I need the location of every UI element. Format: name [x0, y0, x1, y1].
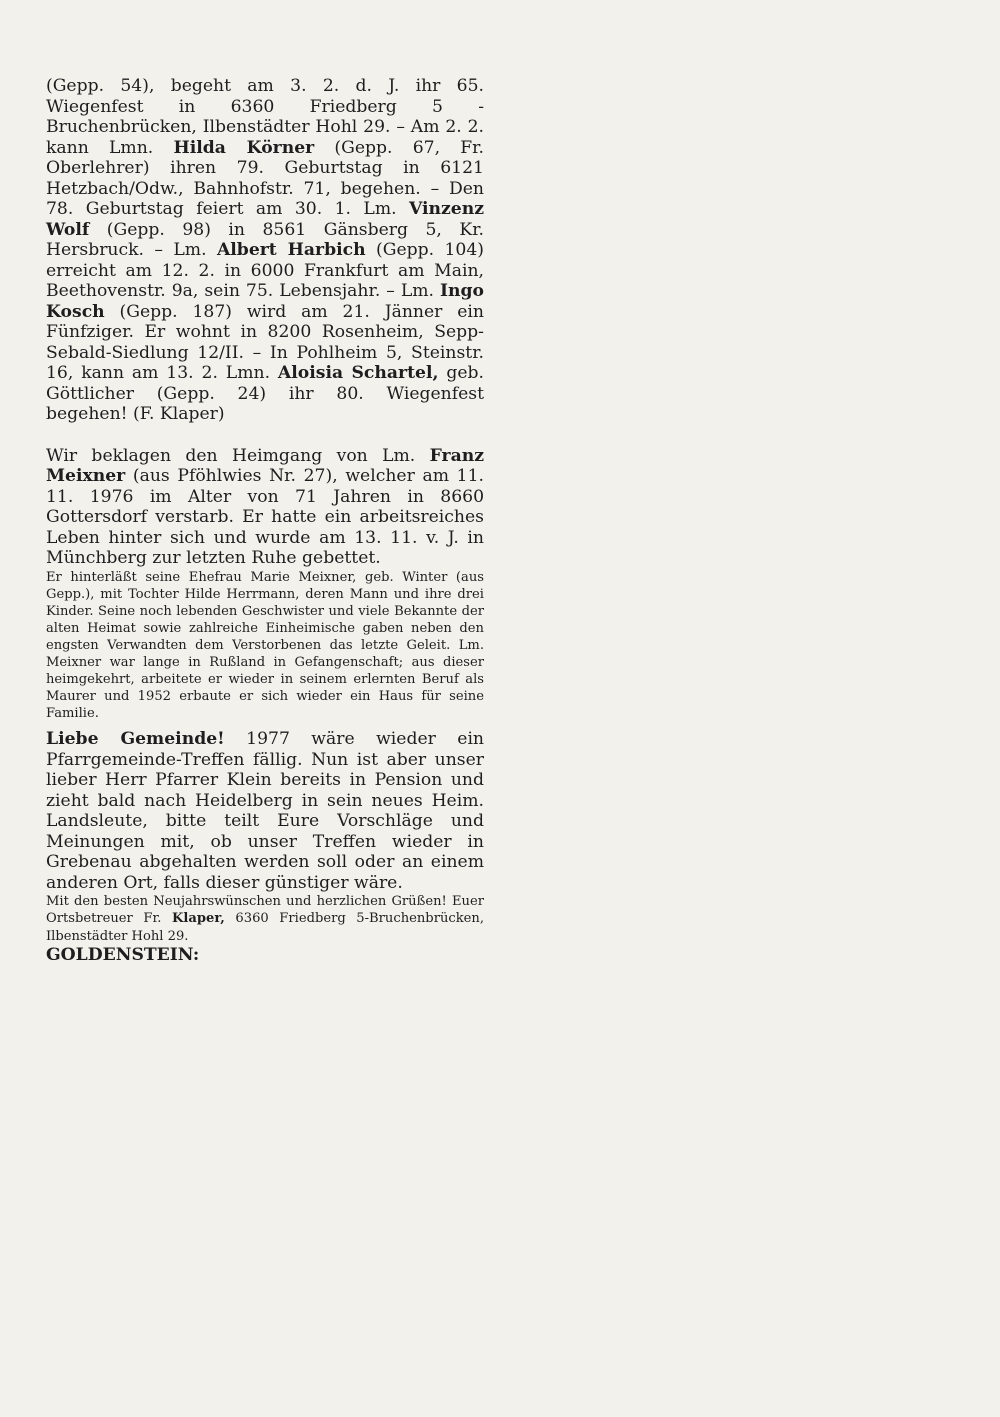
paragraph: Wir beklagen den Heimgang von Lm. Franz Meixner (aus Pföhlwies Nr. 27), welcher am 11. 11. 1976 im Alter von 71 Jahren in 8660 Gottersdorf verstarb. Er hatte ein arbeitsreiches Leben hinter sich und wurde am 13. 11. v. J. in Münchberg zur letzten Ruhe gebettet.: [46, 445, 484, 568]
paragraph: Liebe Gemeinde! 1977 wäre wieder ein Pfarrgemeinde-Treffen fällig. Nun ist aber unser lieber Herr Pfarrer Klein bereits in Pension und zieht bald nach Heidelberg in sein neues Heim. Landsleute, bitte teilt Eure Vorschläge und Meinungen mit, ob unser Treffen wieder in Grebenau abgehalten werden soll oder an einem anderen Ort, falls dieser günstiger wäre.: [46, 729, 485, 893]
left-column: [46, 76, 484, 965]
small-print-paragraph: Er hinterläßt seine Ehefrau Marie Meixner, geb. Winter (aus Gepp.), mit Tochter Hilde Herrmann, deren Mann und ihre drei Kinder. Seine noch lebenden Geschwister und viele Bekannte der alten Heimat sowie zahlreiche Einheimische gaben neben den engsten Verwandten dem Verstorbenen das letzte Geleit. Lm. Meixner war lange in Rußland in Gefangenschaft; aus dieser heimgekehrt, arbeitete er wieder in seinem erlernten Beruf als Maurer und 1952 erbaute er sich wieder ein Haus für seine Familie.: [46, 569, 484, 722]
paragraph: (Gepp. 54), begeht am 3. 2. d. J. ihr 65. Wiegenfest in 6360 Friedberg 5 - Bruchenbrücken, Ilbenstädter Hohl 29. – Am 2. 2. kann Lmn. Hilda Körner (Gepp. 67, Fr. Oberlehrer) ihren 79. Geburtstag in 6121 Hetzbach/Odw., Bahnhofstr. 71, begehen. – Den 78. Geburtstag feiert am 30. 1. Lm. Vinzenz Wolf (Gepp. 98) in 8561 Gänsberg 5, Kr. Hersbruck. – Lm. Albert Harbich (Gepp. 104) erreicht am 12. 2. in 6000 Frankfurt am Main, Beethovenstr. 9a, sein 75. Lebensjahr. – Lm. Ingo Kosch (Gepp. 187) wird am 21. Jänner ein Fünfziger. Er wohnt in 8200 Rosenheim, Sepp-Sebald-Siedlung 12/II. – In Pohlheim 5, Steinstr. 16, kann am 13. 2. Lmn. Aloisia Schartel, geb. Göttlicher (Gepp. 24) ihr 80. Wiegenfest begehen! (F. Klaper): [46, 76, 485, 424]
section-heading: GOLDENSTEIN:: [46, 944, 200, 965]
small-print-paragraph: Mit den besten Neujahrswünschen und herzlichen Grüßen! Euer Ortsbetreuer Fr. Klaper, 6360 Friedberg 5-Bruchenbrücken, Ilbenstädter Hohl 29.: [46, 894, 484, 944]
